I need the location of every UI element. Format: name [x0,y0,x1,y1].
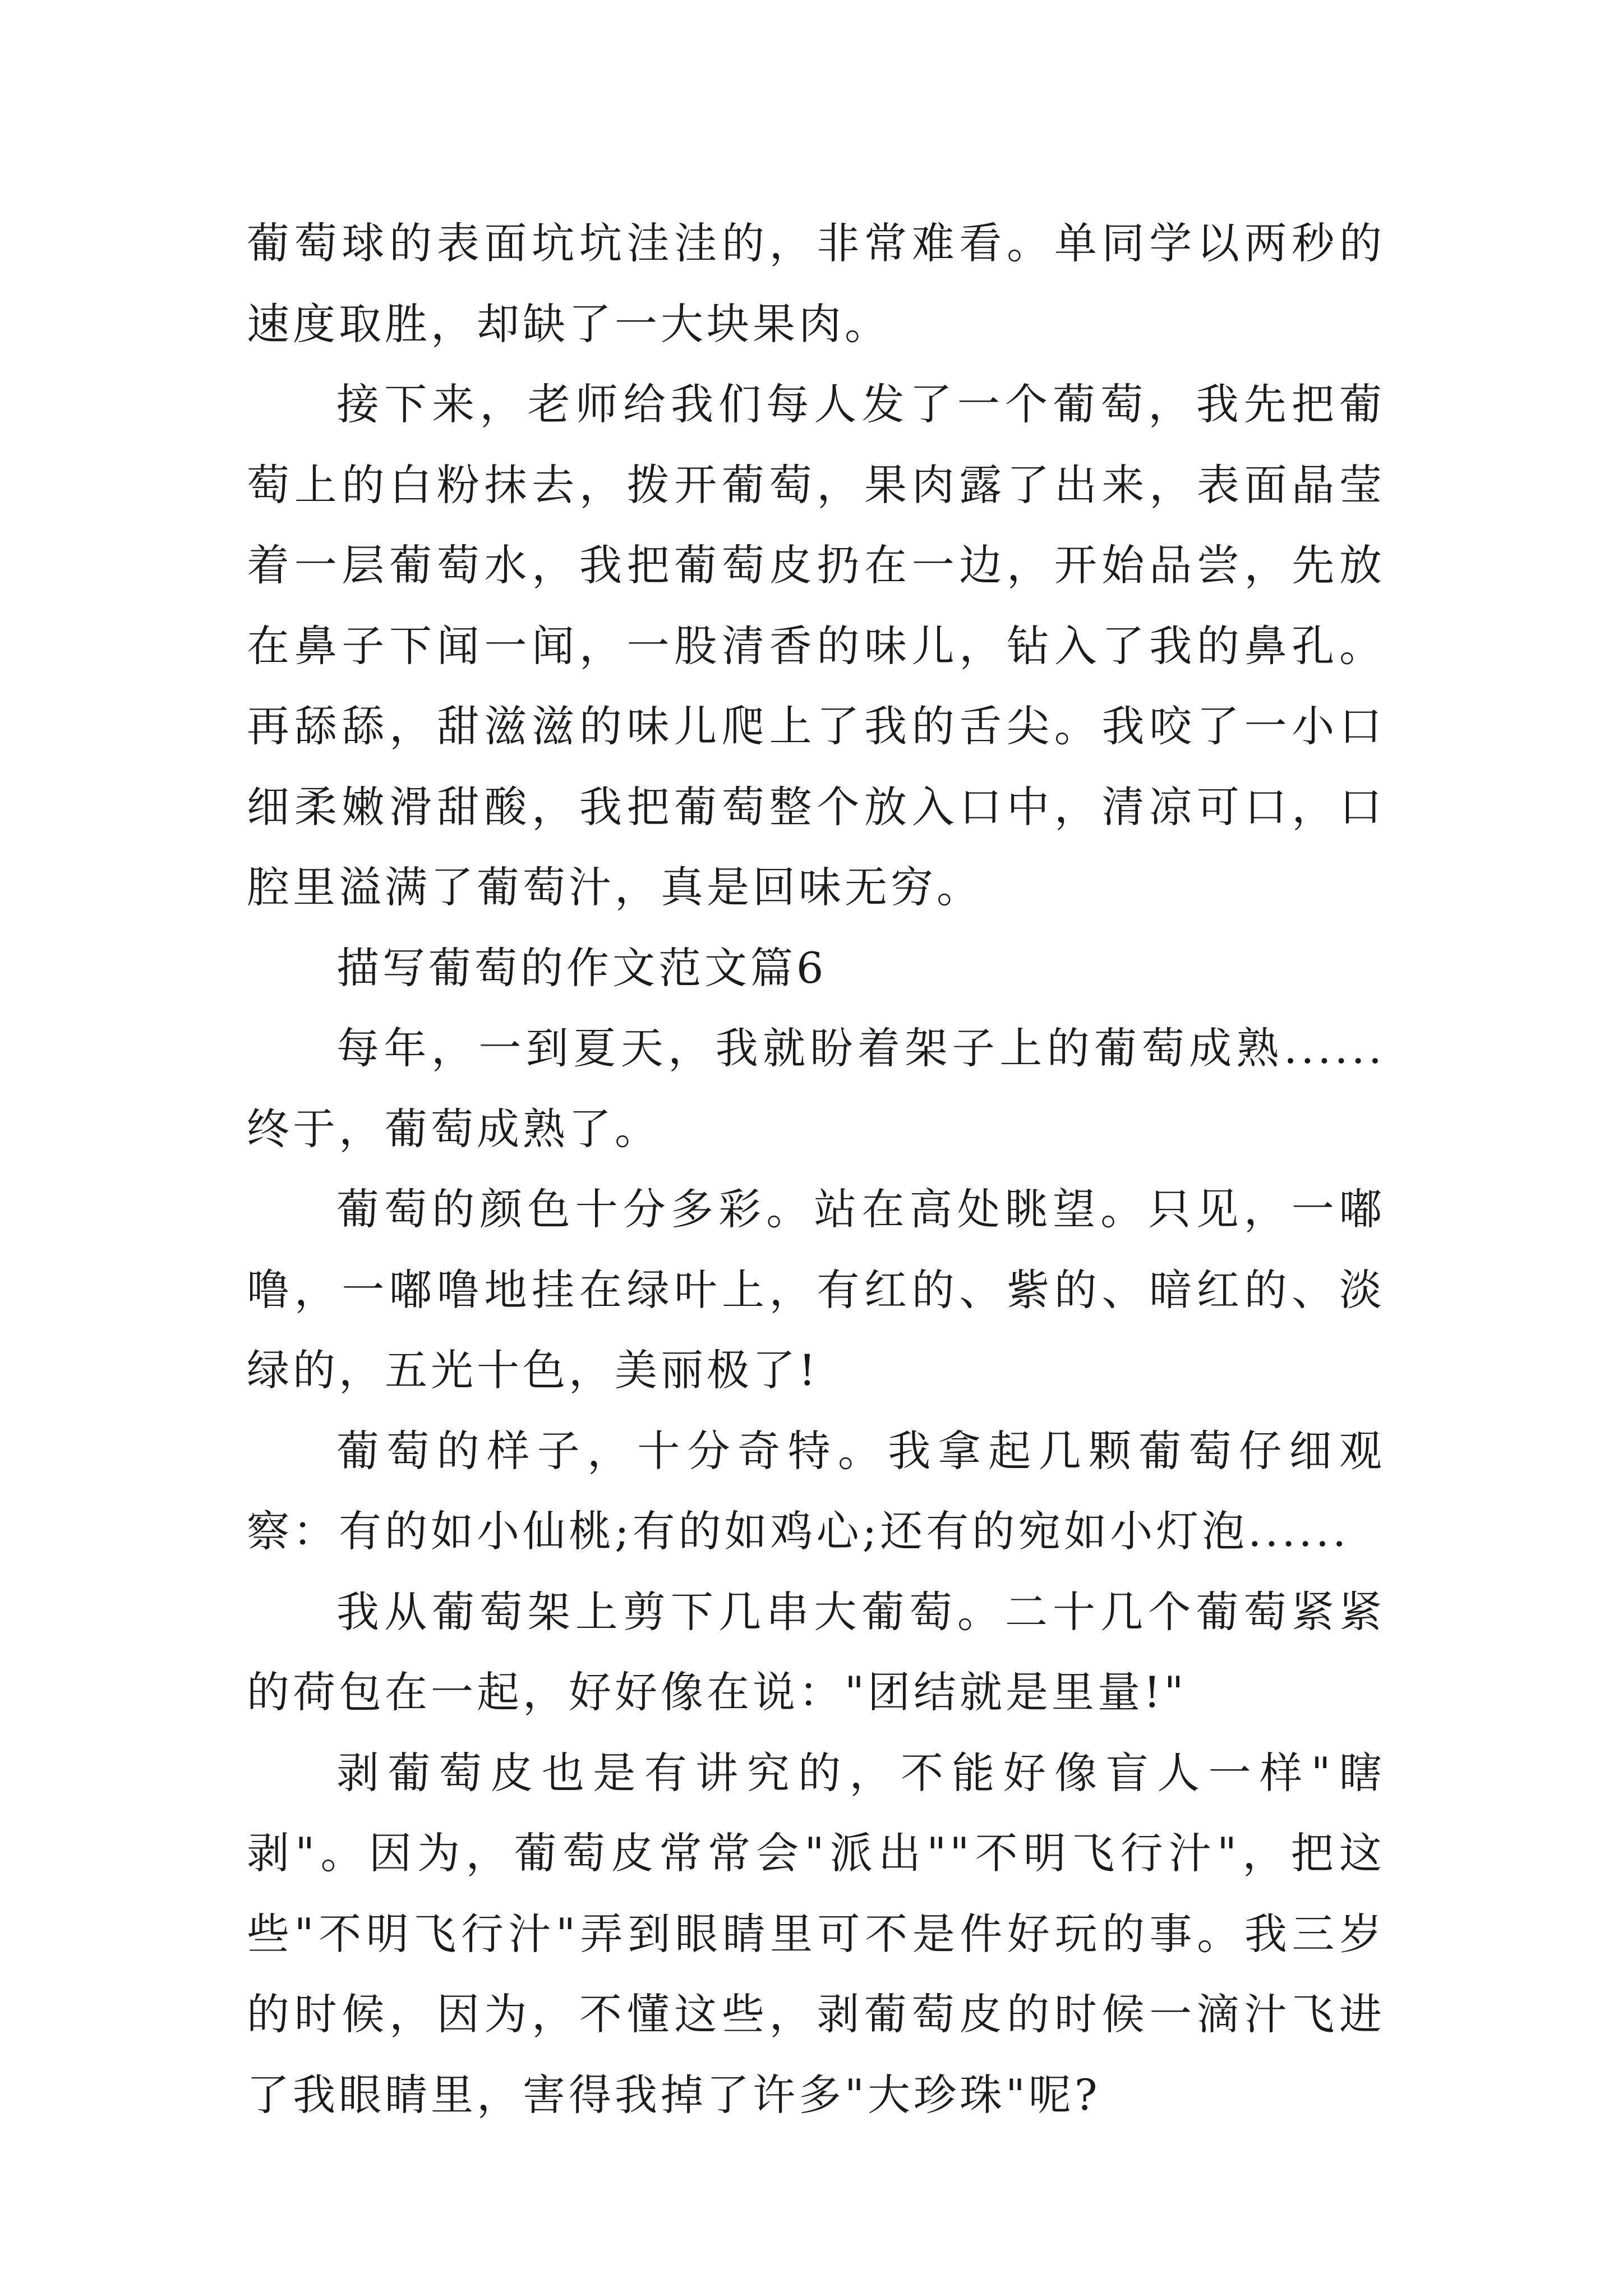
paragraph-3: 每年，一到夏天，我就盼着架子上的葡萄成熟......终于，葡萄成熟了。 [247,1023,1385,1154]
paragraph-5: 葡萄的样子，十分奇特。我拿起几颗葡萄仔细观察：有的如小仙桃;有的如鸡心;还有的宛如小灯泡...... [247,1425,1385,1556]
paragraph-4: 葡萄的颜色十分多彩。站在高处眺望。只见，一嘟噜，一嘟噜地挂在绿叶上，有红的、紫的、暗红的、淡绿的，五光十色，美丽极了! [247,1184,1385,1395]
paragraph-7: 剥葡萄皮也是有讲究的，不能好像盲人一样"瞎剥"。因为，葡萄皮常常会"派出""不明飞行汁"，把这些"不明飞行汁"弄到眼睛里可不是件好玩的事。我三岁的时候，因为，不懂这些，剥葡萄皮的时候一滴汁飞进了我眼睛里，害得我掉了许多"大珍珠"呢? [247,1747,1385,2120]
paragraph-1: 葡萄球的表面坑坑洼洼的，非常难看。单同学以两秒的速度取胜，却缺了一大块果肉。 [247,218,1385,349]
paragraph-2: 接下来，老师给我们每人发了一个葡萄，我先把葡萄上的白粉抹去，拨开葡萄，果肉露了出来，表面晶莹着一层葡萄水，我把葡萄皮扔在一边，开始品尝，先放在鼻子下闻一闻，一股清香的味儿，钻入了我的鼻孔。再舔舔，甜滋滋的味儿爬上了我的舌尖。我咬了一小口细柔嫩滑甜酸，我把葡萄整个放入口中，清凉可口，口腔里溢满了葡萄汁，真是回味无穷。 [247,379,1385,912]
paragraph-6: 我从葡萄架上剪下几串大葡萄。二十几个葡萄紧紧的荷包在一起，好好像在说："团结就是里量!" [247,1586,1385,1717]
section-heading: 描写葡萄的作文范文篇6 [336,942,827,993]
document-page [247,203,1385,2135]
